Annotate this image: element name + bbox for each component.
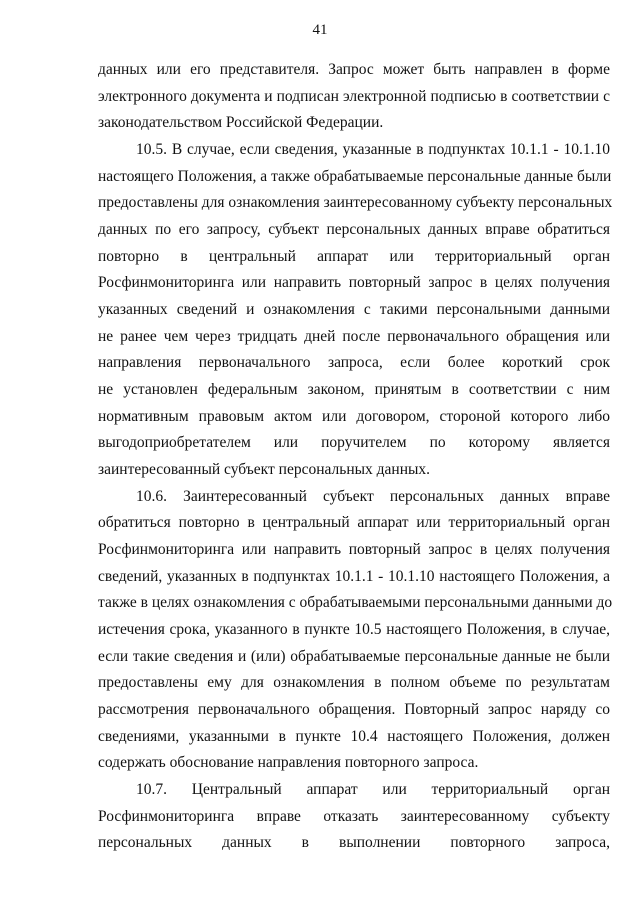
text-line: 10.7. Центральный аппарат или территориальный орган — [136, 781, 610, 799]
text-line: сведений, указанных в подпунктах 10.1.1 - 10.1.10 настоящего Положения, а — [98, 567, 610, 585]
text-line: 10.5. В случае, если сведения, указанные в подпунктах 10.1.1 - 10.1.10 — [136, 141, 610, 158]
text-line: настоящего Положения, а также обрабатываемые персональные данные были — [98, 167, 612, 185]
text-line: нормативным правовым актом или договором, стороной которого либо — [98, 407, 610, 425]
text-line: законодательством Российской Федерации. — [98, 114, 384, 132]
text-line: истечения срока, указанного в пункте 10.5 настоящего Положения, в случае, — [98, 621, 610, 639]
text-line: не ранее чем через тридцать дней после первоначального обращения или — [98, 327, 610, 345]
text-line: содержать обоснование направления повторного запроса. — [98, 754, 479, 772]
text-line: заинтересованный субъект персональных данных. — [98, 461, 431, 479]
text-line: рассмотрения первоначального обращения. Повторный запрос наряду со — [98, 701, 610, 719]
text-line: предоставлены ему для ознакомления в полном объеме по результатам — [98, 674, 610, 692]
text-line: не установлен федеральным законом, принятым в соответствии с ним — [98, 381, 610, 399]
text-line: персональных данных в выполнении повторного запроса, — [98, 834, 610, 852]
text-line: Росфинмониторинга или направить повторный запрос в целях получения — [98, 274, 610, 292]
text-line: электронного документа и подписан электронной подписью в соответствии с — [98, 87, 610, 105]
text-line: предоставлены для ознакомления заинтересованному субъекту персональных — [98, 194, 613, 212]
page-number: 41 — [312, 22, 328, 38]
text-line: данных по его запросу, субъект персональных данных вправе обратиться — [98, 221, 610, 239]
text-line: Росфинмониторинга вправе отказать заинтересованному субъекту — [98, 807, 610, 825]
text-line: если такие сведения и (или) обрабатываемые персональные данные не были — [98, 647, 610, 665]
text-line: выгодоприобретателем или поручителем по которому является — [98, 434, 610, 452]
text-line: обратиться повторно в центральный аппарат или территориальный орган — [98, 514, 610, 532]
text-line: указанных сведений и ознакомления с такими персональными данными — [98, 301, 610, 319]
text-line: данных или его представителя. Запрос может быть направлен в форме — [98, 61, 610, 78]
text-line: также в целях ознакомления с обрабатываемыми персональными данными до — [98, 594, 613, 612]
text-line: повторно в центральный аппарат или территориальный орган — [98, 247, 610, 265]
text-line: 10.6. Заинтересованный субъект персональных данных вправе — [136, 487, 610, 505]
text-line: сведениями, указанными в пункте 10.4 настоящего Положения, должен — [98, 727, 610, 745]
text-line: Росфинмониторинга или направить повторный запрос в целях получения — [98, 541, 610, 559]
text-line: направления первоначального запроса, если более короткий срок — [98, 354, 610, 372]
